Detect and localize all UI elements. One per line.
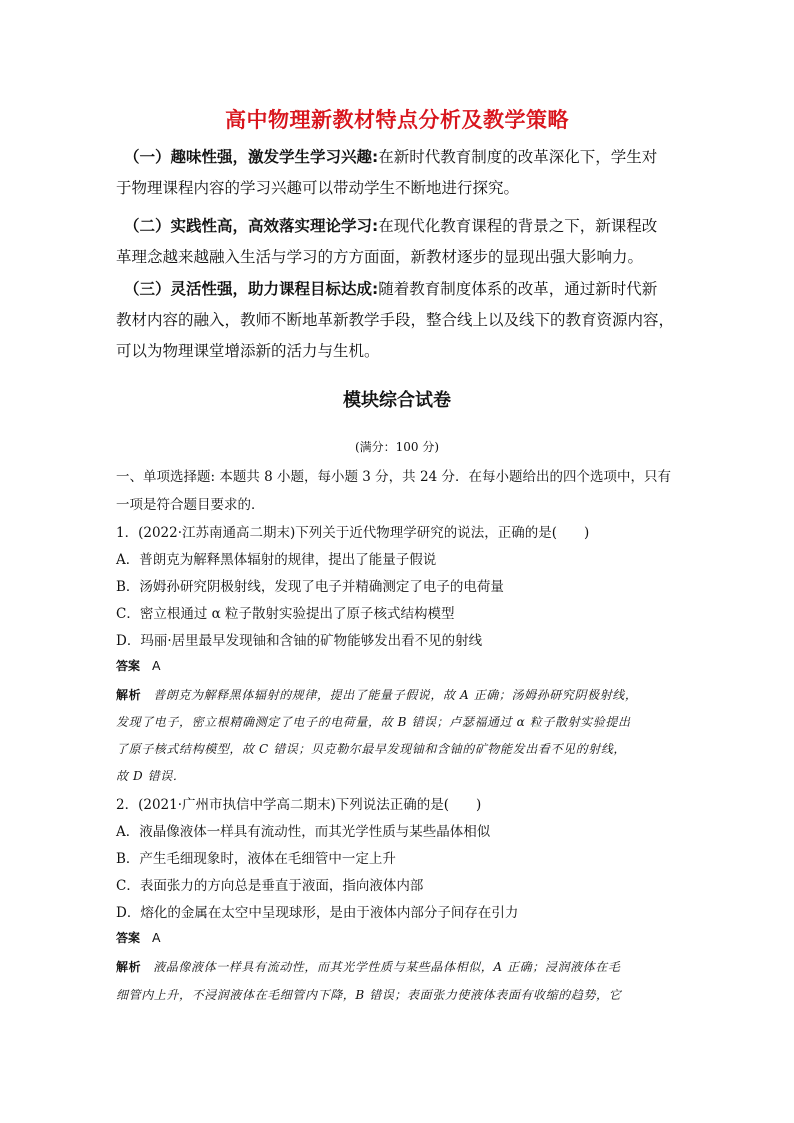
question-1-explanation: 发现了电子，密立根精确测定了电子的电荷量，故 B 错误；卢瑟福通过 α 粒子散射实验提出 [116,715,631,729]
question-1-option-c: C．密立根通过 α 粒子散射实验提出了原子核式结构模型 [116,606,455,622]
question-1-stem: 1．(2022·江苏南通高二期末)下列关于近代物理学研究的说法，正确的是( ) [116,525,590,541]
question-1-option-a: A．普朗克为解释黑体辐射的规律，提出了能量子假说 [116,552,437,568]
intro-heading: （二）实践性高，高效落实理论学习: [124,217,379,235]
question-1-option-b: B．汤姆孙研究阴极射线，发现了电子并精确测定了电子的电荷量 [116,579,504,595]
question-2-answer [116,929,161,946]
answer-value: A [152,930,161,945]
explanation-text: 普朗克为解释黑体辐射的规律，提出了能量子假说，故 A 正确；汤姆孙研究阴极射线， [153,688,638,702]
intro-paragraph-1 [116,142,686,204]
intro-text: 可以为物理课堂增添新的活力与生机。 [116,342,380,360]
question-2-option-d: D．熔化的金属在太空中呈现球形，是由于液体内部分子间存在引力 [116,905,519,921]
intro-text: 在现代化教育课程的背景之下，新课程改 [378,217,658,235]
answer-value: A [152,658,161,673]
question-2-option-b: B．产生毛细现象时，液体在毛细管中一定上升 [116,851,396,867]
intro-text: 于物理课程内容的学习兴趣可以带动学生不断地进行探究。 [116,179,520,197]
question-2-explanation: 细管内上升，不浸润液体在毛细管内下降，B 错误；表面张力使液体表面有收缩的趋势，它 [116,988,622,1002]
exam-title: 模块综合试卷 [343,390,451,411]
intro-text: 随着教育制度体系的改革，通过新时代新 [378,280,658,298]
question-1-explanation: 了原子核式结构模型，故 C 错误；贝克勒尔最早发现铀和含铀的矿物能发出看不见的射线， [116,742,627,756]
question-2-option-c: C．表面张力的方向总是垂直于液面，指向液体内部 [116,878,424,894]
question-2-option-a: A．液晶像液体一样具有流动性，而其光学性质与某些晶体相似 [116,824,491,840]
question-1-explanation: 故 D 错误． [116,769,186,783]
intro-paragraph-3 [116,274,686,367]
exam-score: (满分：100 分) [354,440,440,454]
explanation-label: 解析 [116,688,142,702]
section-instruction: 一、单项选择题: 本题共 8 小题，每小题 3 分，共 24 分．在每小题给出的四个选项中，只有 [116,469,671,485]
intro-text: 教材内容的融入，教师不断地革新教学手段，整合线上以及线下的教育资源内容， [116,311,675,329]
intro-heading: （三）灵活性强，助力课程目标达成: [124,280,379,298]
question-1-explanation [116,686,638,703]
section-instruction: 一项是符合题目要求的． [116,497,265,513]
intro-text: 在新时代教育制度的改革深化下，学生对 [378,148,658,166]
explanation-text: 液晶像液体一样具有流动性，而其光学性质与某些晶体相似，A 正确；浸润液体在毛 [153,960,621,974]
question-2-stem: 2．(2021·广州市执信中学高二期末)下列说法正确的是( ) [116,797,482,813]
intro-heading: （一）趣味性强，激发学生学习兴趣: [124,148,379,166]
answer-label: 答案 [116,931,141,945]
question-2-explanation [116,958,621,975]
question-1-answer [116,657,161,674]
intro-paragraph-2 [116,211,686,273]
explanation-label: 解析 [116,960,142,974]
question-1-option-d: D．玛丽·居里最早发现铀和含铀的矿物能够发出看不见的射线 [116,633,483,649]
intro-text: 革理念越来越融入生活与学习的方方面面，新教材逐步的显现出强大影响力。 [116,248,644,266]
answer-label: 答案 [116,659,141,673]
page-title: 高中物理新教材特点分析及教学策略 [225,108,569,132]
